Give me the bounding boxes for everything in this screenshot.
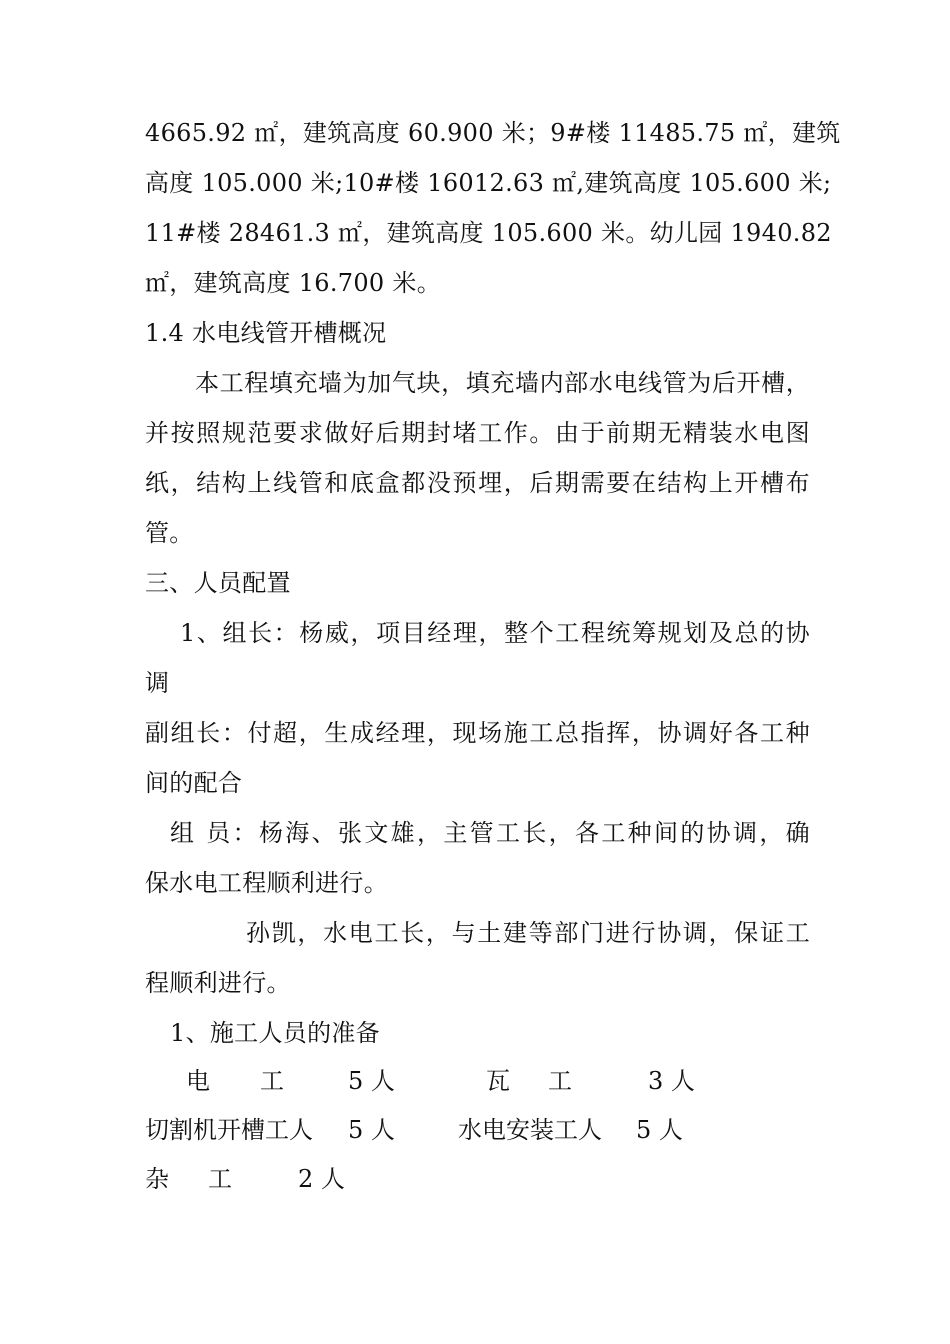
paragraph-line: 保水电工程顺利进行。 [145,869,388,897]
section-heading: 三、人员配置 [145,569,291,597]
staff-cell: 电 [186,1067,210,1095]
paragraph-line: 副组长：付超，生成经理，现场施工总指挥，协调好各工种 [145,719,810,747]
paragraph-line: 调 [145,669,170,697]
staff-cell: 杂 [145,1165,169,1193]
staff-cell: 2 人 [298,1165,345,1193]
paragraph-line: 组 员：杨海、张文雄，主管工长，各工种间的协调，确 [170,819,810,847]
paragraph-line: 11#楼 28461.3 ㎡，建筑高度 105.600 米。幼儿园 1940.82 [145,219,832,247]
paragraph-line: 4665.92 ㎡，建筑高度 60.900 米；9#楼 11485.75 ㎡，建筑 [145,119,841,147]
paragraph-line: 本工程填充墙为加气块，填充墙内部水电线管为后开槽， [195,369,810,397]
section-heading: 1.4 水电线管开槽概况 [145,319,387,347]
paragraph-line: 程顺利进行。 [145,969,291,997]
staff-cell: 工 [260,1067,284,1095]
subsection-heading: 1、施工人员的准备 [170,1019,380,1047]
staff-cell: 5 人 [348,1116,395,1144]
paragraph-line: 1、组长：杨威，项目经理，整个工程统筹规划及总的协 [180,619,810,647]
paragraph-line: ㎡，建筑高度 16.700 米。 [145,269,442,297]
paragraph-line: 管。 [145,519,194,547]
paragraph-line: 纸，结构上线管和底盒都没预埋，后期需要在结构上开槽布 [145,469,810,497]
staff-cell: 3 人 [648,1067,695,1095]
staff-cell: 工 [548,1067,572,1095]
paragraph-line: 并按照规范要求做好后期封堵工作。由于前期无精装水电图 [145,419,810,447]
paragraph-line: 孙凯，水电工长，与土建等部门进行协调，保证工 [246,919,810,947]
staff-cell: 工 [208,1165,232,1193]
staff-cell: 水电安装工人 [458,1116,602,1144]
staff-cell: 5 人 [636,1116,683,1144]
staff-cell: 瓦 [486,1067,510,1095]
staff-cell: 5 人 [348,1067,395,1095]
paragraph-line: 间的配合 [145,769,243,797]
paragraph-line: 高度 105.000 米;10#楼 16012.63 ㎡,建筑高度 105.600 米; [145,169,832,197]
staff-cell: 切割机开槽工人 [145,1116,313,1144]
